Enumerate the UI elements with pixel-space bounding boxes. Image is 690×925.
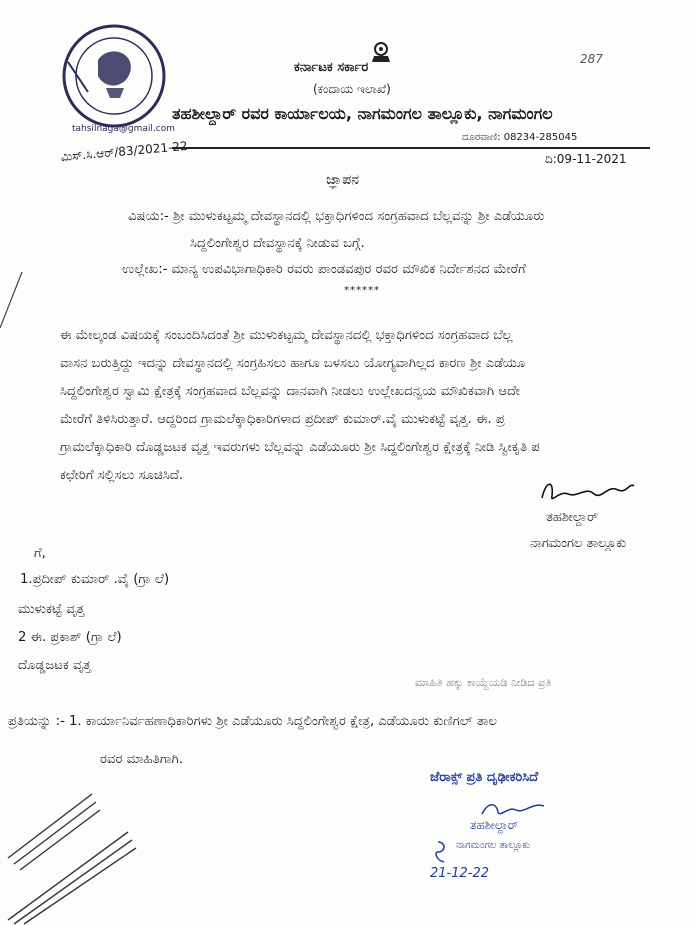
- rti-stamp: ಮಾಹಿತಿ ಹಕ್ಕು ಕಾಯ್ದೆಯಡಿ ನೀಡಿದ ಪ್ರತಿ: [415, 676, 552, 689]
- attestation-designation: ತಹಶೀಲ್ದಾರ್: [470, 818, 519, 832]
- reference-number: ಮಿಸ್.ಸಿ.ಆರ್/83/2021-22: [60, 138, 189, 164]
- recipient-line-4: ದೊಡ್ಡಜಟಕ ವೃತ್ತ: [18, 658, 92, 673]
- handwritten-date: 21-12-22: [430, 866, 490, 881]
- gov-line: ಕರ್ನಾಟಕ ಸರ್ಕಾರ: [294, 60, 369, 75]
- recipient-line-2: ಮುಳುಕಟ್ಟೆ ವೃತ್ತ: [18, 602, 85, 617]
- office-line: ತಹಶೀಲ್ದಾರ್ ರವರ ಕಾರ್ಯಾಲಯ, ನಾಗಮಂಗಲ ತಾಲ್ಲೂಕು, ನಾಗಮಂಗಲ: [172, 104, 553, 123]
- signatory-designation: ತಹಶೀಲ್ದಾರ್: [546, 510, 599, 525]
- signatory-place: ನಾಗಮಂಗಲ ತಾಲ್ಲೂಕು: [530, 536, 627, 551]
- handwritten-number: 287: [580, 52, 603, 66]
- tahsildar-signature: [538, 476, 638, 506]
- copy-to-line-1: ಪ್ರತಿಯನ್ನು :- 1. ಕಾರ್ಯಾನಿರ್ವಹಣಾಧಿಕಾರಿಗಳು ಶ್ರೀ ಎಡೆಯೂರು ಸಿದ್ದಲಿಂಗೇಶ್ವರ ಕ್ಷೇತ್ರ, ಎಡೆಯೂರು ಕುಣಿಗಲ್ ತಾಲ: [8, 714, 498, 729]
- body-line-6: ಕಛೇರಿಗೆ ಸಲ್ಲಿಸಲು ಸೂಚಿಸಿದೆ.: [60, 468, 184, 483]
- dept-line: (ಕಂದಾಯ ಇಲಾಖೆ): [313, 82, 391, 96]
- copy-to-line-2: ರವರ ಮಾಹಿತಿಗಾಗಿ.: [100, 752, 184, 767]
- office-seal-icon: [58, 22, 170, 130]
- memo-title: ಜ್ಞಾಪನ: [326, 172, 360, 188]
- margin-scribble: [0, 788, 140, 925]
- body-line-4: ಮೇರೆಗೆ ತಿಳಿಸಿರುತ್ತಾರೆ. ಆದ್ದರಿಂದ ಗ್ರಾಮಲೆಕ್ಕಾಧಿಕಾರಿಗಳಾದ ಪ್ರದೀಪ್ ಕುಮಾರ್.ವೈ ಮುಳುಕಟ್ಟೆ ವೃತ್ತ. ಈ. ಪ್ರ: [60, 412, 505, 427]
- body-line-3: ಸಿದ್ದಲಿಂಗೇಶ್ವರ ಸ್ವಾಮಿ ಕ್ಷೇತ್ರಕ್ಕೆ ಸಂಗ್ರಹವಾದ ಬೆಲ್ಲವನ್ನು ದಾನವಾಗಿ ನೀಡಲು ಉಲ್ಲೇಖದನ್ವಯ ಮೌಖಿಕವಾಗಿ ಆದೇ: [60, 384, 520, 399]
- memo-date: ದಿ:09-11-2021: [545, 152, 627, 166]
- margin-line: [0, 270, 24, 330]
- body-line-5: ಗ್ರಾಮಲೆಕ್ಕಾಧಿಕಾರಿ ದೊಡ್ಡಜಟಕ ವೃತ್ತ ಇವರುಗಳು ಬೆಲ್ಲವನ್ನು ಎಡೆಯೂರು ಶ್ರೀ ಸಿದ್ದಲಿಂಗೇಶ್ವರ ಕ್ಷೇತ್ರಕ್ಕೆ ನೀಡಿ ಸ್ವೀಕೃತಿ ಪ: [60, 440, 540, 455]
- stars-divider: ******: [344, 285, 380, 296]
- phone-line: ದೂರವಾಣಿ: 08234-285045: [462, 132, 578, 143]
- attestation-place: ನಾಗಮಂಗಲ ತಾಲ್ಲೂಕು: [456, 840, 531, 851]
- subject-line-1: ವಿಷಯ:- ಶ್ರೀ ಮುಳುಕಟ್ಟಮ್ಮ ದೇವಸ್ಥಾನದಲ್ಲಿ ಭಕ್ತಾಧಿಗಳಿಂದ ಸಂಗ್ರಹವಾದ ಬೆಲ್ಲವನ್ನು ಶ್ರೀ ಎಡೆಯೂರು: [128, 209, 545, 224]
- seal-email: tahsilnaga@gmail.com: [72, 124, 175, 134]
- body-line-2: ವಾಸನ ಬರುತ್ತಿದ್ದು ಇದನ್ನು ದೇವಸ್ಥಾನದಲ್ಲಿ ಸಂಗ್ರಹಿಸಲು ಹಾಗೂ ಬಳಸಲು ಯೋಗ್ಯವಾಗಿಲ್ಲದ ಕಾರಣ ಶ್ರೀ ಎಡೆಯೂ: [60, 356, 526, 371]
- state-emblem-icon: [368, 40, 394, 66]
- recipients-to: ಗೆ,: [34, 546, 46, 561]
- recipient-line-3: 2 ಈ. ಪ್ರಕಾಶ್ (ಗ್ರಾ ಲೆ): [18, 630, 122, 645]
- initial-mark: [432, 838, 454, 866]
- body-line-1: ಈ ಮೇಲ್ಕಂಡ ವಿಷಯಕ್ಕೆ ಸಂಬಂದಿಸಿದಂತೆ ಶ್ರೀ ಮುಳುಕಟ್ಟಮ್ಮ ದೇವಸ್ಥಾನದಲ್ಲಿ ಭಕ್ತಾಧಿಗಳಿಂದ ಸಂಗ್ರಹವಾದ ಬೆಲ್ಲ: [60, 328, 513, 343]
- attestation-signature: [478, 796, 548, 820]
- recipient-line-1: 1.ಪ್ರದೀಪ್ ಕುಮಾರ್ .ವೈ (ಗ್ರಾ ಲೆ): [20, 572, 170, 587]
- subject-line-2: ಸಿದ್ದಲಿಂಗೇಶ್ವರ ದೇವಸ್ಥಾನಕ್ಕೆ ನೀಡುವ ಬಗ್ಗೆ.: [190, 236, 365, 251]
- reference-line: ಉಲ್ಲೇಖ:- ಮಾನ್ಯ ಉಪವಿಭಾಗಾಧಿಕಾರಿ ರವರು ಪಾಂಡವಪುರ ರವರ ಮೌಖಿಕ ನಿರ್ದೇಶನದ ಮೇರೆಗೆ: [122, 262, 526, 277]
- header-divider: [172, 147, 650, 149]
- attestation-stamp-line: ಜೆರಾಕ್ಸ್ ಪ್ರತಿ ದೃಢೀಕರಿಸಿದೆ: [430, 770, 539, 785]
